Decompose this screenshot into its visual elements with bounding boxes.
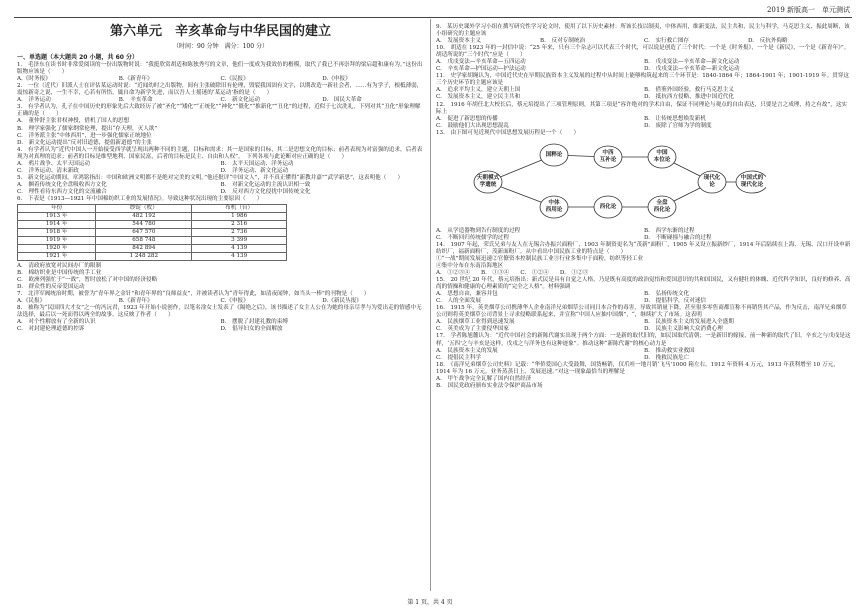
table-cell: 1914 年	[18, 221, 96, 229]
header-rule	[14, 17, 852, 18]
answer-option[interactable]: C. 对封建伦理道德的控诉	[17, 326, 85, 333]
answer-option[interactable]: B. 戊戌变法—辛亥革命—新文化运动	[644, 59, 740, 66]
answer-option[interactable]: D. 戊戌变法—辛亥革命—新文化运动	[644, 66, 740, 73]
table-cell: 1918 年	[18, 229, 96, 237]
table-cell: 1913 年	[18, 213, 96, 221]
answer-option[interactable]: B. 借鉴外国经验，救行马克思主义	[644, 87, 734, 94]
answer-option[interactable]: C. 人的全面发展	[436, 298, 482, 305]
page-footer: 第 1 页，共 4 页	[407, 599, 453, 606]
table-cell: 2 736	[192, 229, 287, 237]
answer-option[interactable]: A. 董仲舒主张君权神授，借机了国人的思想	[17, 118, 130, 125]
answer-options	[436, 116, 852, 130]
header-right-text: 2019 新版高一 单元测试	[766, 6, 850, 14]
question-stem: 2. 一位（近代）旧派人士在评估某运动时说：“近闻幼时之出版物，间有主张破除旧有伦理，毁裂我国固有文字，以期改造一新社会者，……有为学子，根柢薄弱，震惊新奇之说，一生不幸，心若有所悟，辄自命为新学先进，而以吾人士摇迷的‘某运动’指的是（ ）	[17, 83, 423, 97]
page-title: 第六单元 辛亥革命与中华民国的建立	[109, 24, 331, 39]
answer-option[interactable]: D. 新文化运动提出“反对旧道德，提倡新道德”的主张	[17, 139, 152, 146]
diagram-node-label: 中体 西用论	[545, 200, 563, 213]
answer-option[interactable]: C.《民报》	[220, 76, 249, 83]
question-stem: 17. 学者陈旭麓认为：“近代中国社会的新陈代谢实出现于两个方面：一是新的取代旧的，如民国取代清朝；一是新旧的嫁接，前一种新的取代了旧，辛亥之与戊戌是这样，‘五四’之与辛亥是这样，戊戌之与洋务也有这种迹象”。推动这种“新陈代谢”的核心动力是	[436, 333, 851, 347]
answer-option[interactable]: C. 洋务派主张“中体西用”，进一步强化儒家正统地位	[17, 132, 152, 139]
thought-evolution-diagram	[466, 139, 766, 225]
table-cell: 658 748	[96, 237, 192, 245]
answer-options	[17, 118, 424, 146]
answer-option[interactable]: ①“一战”期间发展迅速②官僚资本控制民族工业③行业多集中于面粉，纺织等轻工业	[436, 255, 644, 262]
question-stem: 6. 下表是《1913—1921 年中国棉纺织工业的发展情况》。导致这种状况出现的主要原因（ ）	[17, 195, 263, 202]
answer-options	[17, 182, 424, 196]
question-stem: 15. 20 世纪 20 年代，蔡元培指出：新式民是具有自觉之人格，乃是既有高度的政治觉悟和爱国意识的共和国国民，又有健壮的体魄、近代科学知识，良好的修养、高尚的情操和健康的心理素质的“完全之人格”。材料强调	[436, 277, 851, 291]
question-stem: 3. 有学者认为，孔子在中国历史的形象先后大致经历了被“圣化”“矮化”“正统化”“神化”“僵化”“推新化”“丑化”的过程，近似于七次洗礼，下列对其“丑化”形象理解正确的是（ ）	[17, 104, 421, 118]
answer-option[interactable]: A. 追求平均主义，建立天朝上国	[436, 87, 521, 94]
answer-option[interactable]: D.《申报》	[322, 76, 351, 83]
table-cell: 647 570	[96, 229, 192, 237]
answer-option[interactable]: C. 欧洲列强忙于“一战”，暂时放松了对中国的经济侵略	[17, 277, 158, 284]
answer-options	[17, 263, 424, 291]
left-column	[17, 22, 424, 334]
answer-option[interactable]: B. 理学家强化了儒家纲常伦理，提出“存天理，灭人欲”	[17, 125, 158, 132]
table-row	[18, 229, 287, 237]
answer-option[interactable]: C. 鼓励他们大出现思想混乱	[436, 122, 509, 129]
answer-option[interactable]: A.《时务报》	[17, 76, 51, 83]
answer-option[interactable]: B. 太平天国运动、洋务运动	[220, 160, 294, 167]
answer-option[interactable]: D. 抵抗西方侵略，推进中国近代化	[644, 94, 734, 101]
table-header-cell: 纱锭（枚）	[96, 205, 192, 213]
diagram-node-label: 天朝模式 学遗统	[476, 175, 500, 188]
diagram-node-label: 中西 互补论	[599, 150, 617, 163]
answer-options	[436, 59, 852, 73]
data-table	[17, 204, 287, 261]
question-stem: 1. 毛泽东在读书时非常爱阅读的一份出版物时说：“我挺欣赏胡适和陈独秀写的文章，他们一度成为我效仿的楷模，取代了我已不再崇拜的梁启超和康有为。”这份出版物应该是（ ）	[17, 62, 423, 76]
table-cell: 842 894	[96, 245, 192, 253]
question-stem: 8. 被称为“民国四大才女”之一的冯沅君，1923 年开始小说创作，以笔名淦女士发表了《隔绝之后》，该书描述了女主人公在为她的母亲尽孝与为爱出走的情感中无法选择，最后以一死而得以两全的故事。这反映了作者（ ）	[17, 305, 422, 319]
answer-option[interactable]: A. 对个性解放有了全新的认识	[17, 319, 96, 326]
answer-option[interactable]: B. 对新文化运动的主流认识相一致	[220, 181, 311, 188]
answer-option[interactable]: A. 捆着传统文化全盘吸收西方文化	[17, 181, 107, 188]
answer-option[interactable]: D. 提倡科学，反对迷信	[644, 298, 707, 305]
answer-option[interactable]: C.《申报》	[220, 298, 249, 305]
answer-option[interactable]: B. 国民党政府颁布实业法令保护商品市场	[436, 382, 543, 389]
answer-option[interactable]: C. 洋务运动、清末新政	[17, 167, 79, 174]
table-row	[18, 253, 287, 261]
answer-option[interactable]: C. 实行救亡图存	[644, 38, 690, 45]
diagram-node-label: 现代化 论	[703, 175, 721, 188]
answer-option[interactable]: A. 甲午战争完全瓦解了国内自然经济	[436, 375, 532, 382]
answer-options	[436, 228, 852, 242]
table-cell: 1921 年	[18, 253, 96, 261]
right-question-list	[436, 24, 852, 390]
answer-option[interactable]: D. 国民大革命	[322, 97, 362, 104]
answer-option[interactable]: C. 提倡民主科学	[436, 354, 482, 361]
question-stem: 4. 有学者认为“近代中国人一开始接受西学就呈现出两种不同的主题，目标和需求：其一是国家的目标，其二是思想文化的目标；前者表现为对富强的追求，后者表现为对真理的追求；前者的目标是维型地利、国家民富，后者的目标是民主、自由和人权”。 下列各项与此论断对应正确的是（ ）	[17, 146, 423, 160]
table-cell: 1 248 282	[96, 253, 192, 261]
question-stem: 13. 由下图可见近现代中国思想发展历程是一个（ ）	[436, 129, 580, 136]
answer-option[interactable]: D. 洋务运动、新文化运动	[220, 167, 289, 174]
table-cell: 1920 年	[18, 245, 96, 253]
diagram-node-label: 国粹论	[545, 151, 563, 158]
table-row	[18, 237, 287, 245]
table-cell: 4 139	[192, 245, 287, 253]
answer-option[interactable]: B. 弘扬传统文化	[644, 291, 690, 298]
answer-option[interactable]: C. 新文化运动	[220, 97, 260, 104]
answer-option[interactable]: C. 不断回归传统儒学的过程	[436, 234, 509, 241]
answer-option[interactable]: A. 戊戌变法—辛亥革命—五四运动	[436, 59, 526, 66]
question-stem: 14. 1907 年起，荣氏兄弟与友人在无锡合办振兴面粉厂，1903 年制资更名为“茂新”面粉厂，1905 年又设立振新纱厂，1914 年后陆续在上海、无锡、汉口开设申新纺织厂，福新面粉厂，茂新面粉厂。从中看出中国民族工业的特点是（ ）	[436, 241, 851, 255]
answer-option[interactable]: A. 发展资本主义	[436, 38, 481, 45]
answer-option[interactable]: C. 发展资本主义，建立民主共和	[436, 94, 521, 101]
answer-option[interactable]: B. 民族资本主义的发展进入全盛期	[644, 319, 734, 326]
answer-option[interactable]: A. 清政府放宽对民间办厂的限制	[17, 263, 102, 270]
page-header	[0, 4, 860, 18]
answer-option[interactable]: B. 推动救实业救国	[644, 347, 695, 354]
answer-option[interactable]: B.《新青年》	[118, 76, 153, 83]
answer-options	[436, 87, 852, 101]
left-question-list	[17, 62, 424, 333]
answer-option[interactable]: C. 理性看待东西方文化的交流融合	[17, 188, 107, 195]
column-divider	[430, 19, 431, 591]
answer-option[interactable]: B. 棉纺织业是中国传统的手工业	[17, 270, 102, 277]
answer-option[interactable]: A.《民报》	[17, 298, 46, 305]
table-cell: 482 192	[96, 213, 192, 221]
question-stem: 7. 北洋军阀统治时期，被誉为“青年界之金针”和青年界的“良师益友”，并被读者认为“青年得此，如清夜闻钟，如当头一棒”的刊物是（ ）	[17, 291, 370, 298]
right-column	[436, 24, 852, 390]
table-header-row	[18, 205, 287, 213]
diagram-node-label: 中国 本位论	[653, 150, 671, 163]
diagram-node-label: 全盘 西化论	[653, 200, 671, 213]
answer-option[interactable]: A. 从学造器物到告行制度的过程	[436, 227, 521, 234]
table-cell: 1 986	[192, 213, 287, 221]
table-row	[18, 245, 287, 253]
question-stem: 10. 胡适在 1923 年的一封信中说：“25 年来，只有三个杂志可以代表三个时代，可以说是创造了三个时代：一个是《时务报》，一个是《新民》，一个是《新青年》”。胡适所说的“三个时代”应是（ ）	[436, 45, 850, 59]
table-cell: 3 399	[192, 237, 287, 245]
answer-option[interactable]: D.《新民丛报》	[322, 298, 362, 305]
answer-options	[436, 348, 852, 362]
question-stem: 12. 1916 年胡任北大校长后，蔡元培提出了三项管理原则，其第三项是“容许绝对的学术自由，保证不同理论与观点的自由表达，只要是言之成理，持之有故”，这实际上	[436, 101, 848, 115]
answer-options	[17, 319, 424, 333]
question-stem: 16. 1915 年，英美烟草公司携薄华人企业南洋兄弟烟草公司同日本合作的毒害，导致其销量下降，甚至很多零售商都宣称不再销售其产品，作为反击，南洋兄弟烟草公司则将英美烟草公司背景上寻求侵略联系起来，并宣称“中国人应抽中国烟”，“，继续扩大了市场。这表明	[436, 305, 847, 319]
answer-options	[436, 256, 852, 277]
answer-option[interactable]: D. 倡导妇女的全面解放	[220, 326, 283, 333]
section-heading: 一、单选题（本大题共 20 小题，共 60 分）	[17, 54, 139, 62]
table-header-cell: 布机（台）	[192, 205, 287, 213]
answer-options	[436, 319, 852, 333]
answer-option[interactable]: A. 促进了新思想的传播	[436, 115, 498, 122]
table-cell: 544 780	[96, 221, 192, 229]
answer-option[interactable]: B. 让传统思想焕发新机	[644, 115, 706, 122]
table-cell: 2 316	[192, 221, 287, 229]
answer-option[interactable]: A. 民族烟草工业得到迅速发展	[436, 319, 515, 326]
answer-option[interactable]: B. 反对专制统治	[540, 38, 586, 45]
answer-option[interactable]: B. 西学东渐的过程	[644, 227, 695, 234]
diagram-node-label: 中国式的 现代化论	[740, 175, 764, 188]
answer-option[interactable]: C. 辛亥革命—护国运动—护法运动	[436, 66, 526, 73]
answer-option[interactable]: B.《新青年》	[118, 298, 153, 305]
answer-options	[17, 161, 424, 175]
answer-option[interactable]: D. 群众性的反帝爱国运动	[17, 284, 85, 291]
exam-meta: （时间：90 分钟 满分：100 分）	[173, 43, 268, 50]
answer-option[interactable]: D. 不断碰撞与融合的过程	[644, 234, 712, 241]
answer-option[interactable]: A. 鸦片战争、太平天国运动	[17, 160, 90, 167]
answer-options	[436, 291, 852, 305]
table-row	[18, 221, 287, 229]
question-stem: 5. 新文化运动期间，章鸿铭指出：中国和欧洲文明都不是绝对完美的文明。”他还批评“中国文人”，并不真正懂得“新教并嘉”“武学新思”，这表明他（ ）	[17, 174, 404, 181]
answer-option[interactable]: B. 辛亥革命	[118, 97, 153, 104]
answer-option[interactable]: D. 废除了官师为学的制度	[644, 122, 712, 129]
answer-options	[436, 376, 852, 390]
answer-option[interactable]: A. 洋务运动	[17, 97, 51, 104]
answer-option[interactable]: C. 英美成为了主要侵华国家	[436, 326, 509, 333]
answer-option[interactable]: A. 思想自由，兼容并包	[436, 291, 498, 298]
table-cell: 4 139	[192, 253, 287, 261]
answer-option[interactable]: D. 反对西方文化侵扰中国传统文化	[220, 188, 311, 195]
answer-option[interactable]: D. 反抗外侮略	[748, 38, 788, 45]
answer-option[interactable]: B. 摆脱了封建礼教的束缚	[220, 319, 288, 326]
answer-option[interactable]: A. 民族资本主义的发展	[436, 347, 498, 354]
question-stem: 18. 《南洋兄弟烟草公司史料》记载：“华侨爱国心大受鼓舞，国货畅销，仅爪哇一地月销‘飞马’1000 箱左右。1912 年资料 4 万元，1913 年获利增至 10 万元，1914 年为 16 万元，业务蒸蒸日上，发展迅速。”对这一现象最恰当的理解是	[436, 361, 839, 375]
answer-option[interactable]: D. 挽救民族危亡	[644, 354, 690, 361]
table-row	[18, 213, 287, 221]
question-stem: 11. 史学家胡绳认为，中国近代史在早期民族资本主义发展的过程中从时间上能够构筑起来的三个环节是：1840-1864 年；1864-1901 年；1901-1919 年。贯穿这三个历史环节的主题应该是	[436, 73, 849, 87]
answer-option[interactable]: A. ①②③④ B. ①③④ C. ①②④ D. ①②③	[436, 270, 589, 277]
table-header-cell: 年份	[18, 205, 96, 213]
question-stem: 9. 某历史课外学习小组在撰写研究性学习论文时，使用了以下历史素材：所该长技以制夷，中体西用，维新变法，民主共和，民主与科学，马克思主义、振此周断，该小组研究的主题应该	[436, 24, 850, 38]
answer-option[interactable]: D. 民族主义影响大众消费心理	[644, 326, 723, 333]
diagram-node-label: 西化论	[599, 203, 617, 210]
answer-option[interactable]: ④集中分布在东南沿海地区	[436, 262, 504, 269]
table-cell: 1919 年	[18, 237, 96, 245]
